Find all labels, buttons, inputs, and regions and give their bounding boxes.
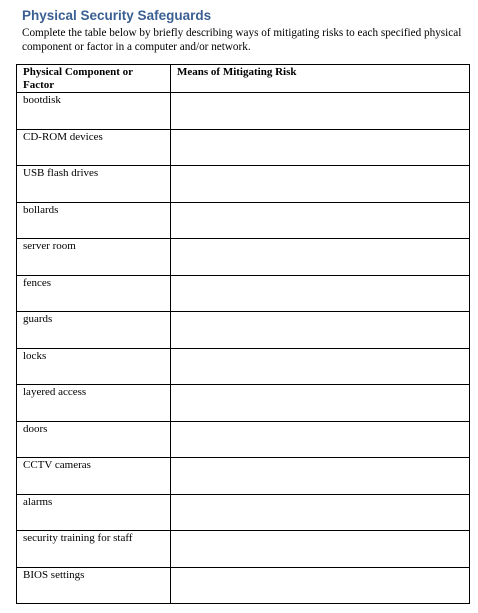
component-cell: bootdisk <box>17 93 171 130</box>
table-row <box>17 567 470 604</box>
header-mitigation: Means of Mitigating Risk <box>171 65 470 93</box>
mitigation-cell[interactable] <box>171 421 470 458</box>
component-cell: alarms <box>17 494 171 531</box>
table-row <box>17 312 470 349</box>
mitigation-cell[interactable] <box>171 166 470 203</box>
mitigation-cell[interactable] <box>171 275 470 312</box>
mitigation-cell[interactable] <box>171 93 470 130</box>
header-component: Physical Component or Factor <box>17 65 171 93</box>
component-cell: BIOS settings <box>17 567 171 604</box>
component-cell: doors <box>17 421 171 458</box>
component-cell: layered access <box>17 385 171 422</box>
table-row <box>17 202 470 239</box>
mitigation-cell[interactable] <box>171 129 470 166</box>
table-header-row <box>17 65 470 93</box>
document-title: Physical Security Safeguards <box>22 8 212 23</box>
table-row <box>17 385 470 422</box>
table-row <box>17 348 470 385</box>
component-cell: security training for staff <box>17 531 171 568</box>
table-row <box>17 93 470 130</box>
table-row <box>17 458 470 495</box>
component-cell: server room <box>17 239 171 276</box>
component-cell: bollards <box>17 202 171 239</box>
component-cell: fences <box>17 275 171 312</box>
component-cell: locks <box>17 348 171 385</box>
mitigation-cell[interactable] <box>171 312 470 349</box>
safeguards-table <box>16 64 470 604</box>
table-body <box>17 93 470 604</box>
table-row <box>17 275 470 312</box>
mitigation-cell[interactable] <box>171 202 470 239</box>
instructions-text: Complete the table below by briefly describing ways of mitigating risks to each specified physical component or factor in a computer and/or network. <box>22 27 462 53</box>
table-row <box>17 494 470 531</box>
mitigation-cell[interactable] <box>171 458 470 495</box>
mitigation-cell[interactable] <box>171 531 470 568</box>
component-cell: CCTV cameras <box>17 458 171 495</box>
table-row <box>17 166 470 203</box>
mitigation-cell[interactable] <box>171 348 470 385</box>
table-row <box>17 239 470 276</box>
table-row <box>17 531 470 568</box>
table-row <box>17 421 470 458</box>
component-cell: CD-ROM devices <box>17 129 171 166</box>
component-cell: USB flash drives <box>17 166 171 203</box>
mitigation-cell[interactable] <box>171 567 470 604</box>
mitigation-cell[interactable] <box>171 385 470 422</box>
mitigation-cell[interactable] <box>171 239 470 276</box>
component-cell: guards <box>17 312 171 349</box>
table-row <box>17 129 470 166</box>
mitigation-cell[interactable] <box>171 494 470 531</box>
